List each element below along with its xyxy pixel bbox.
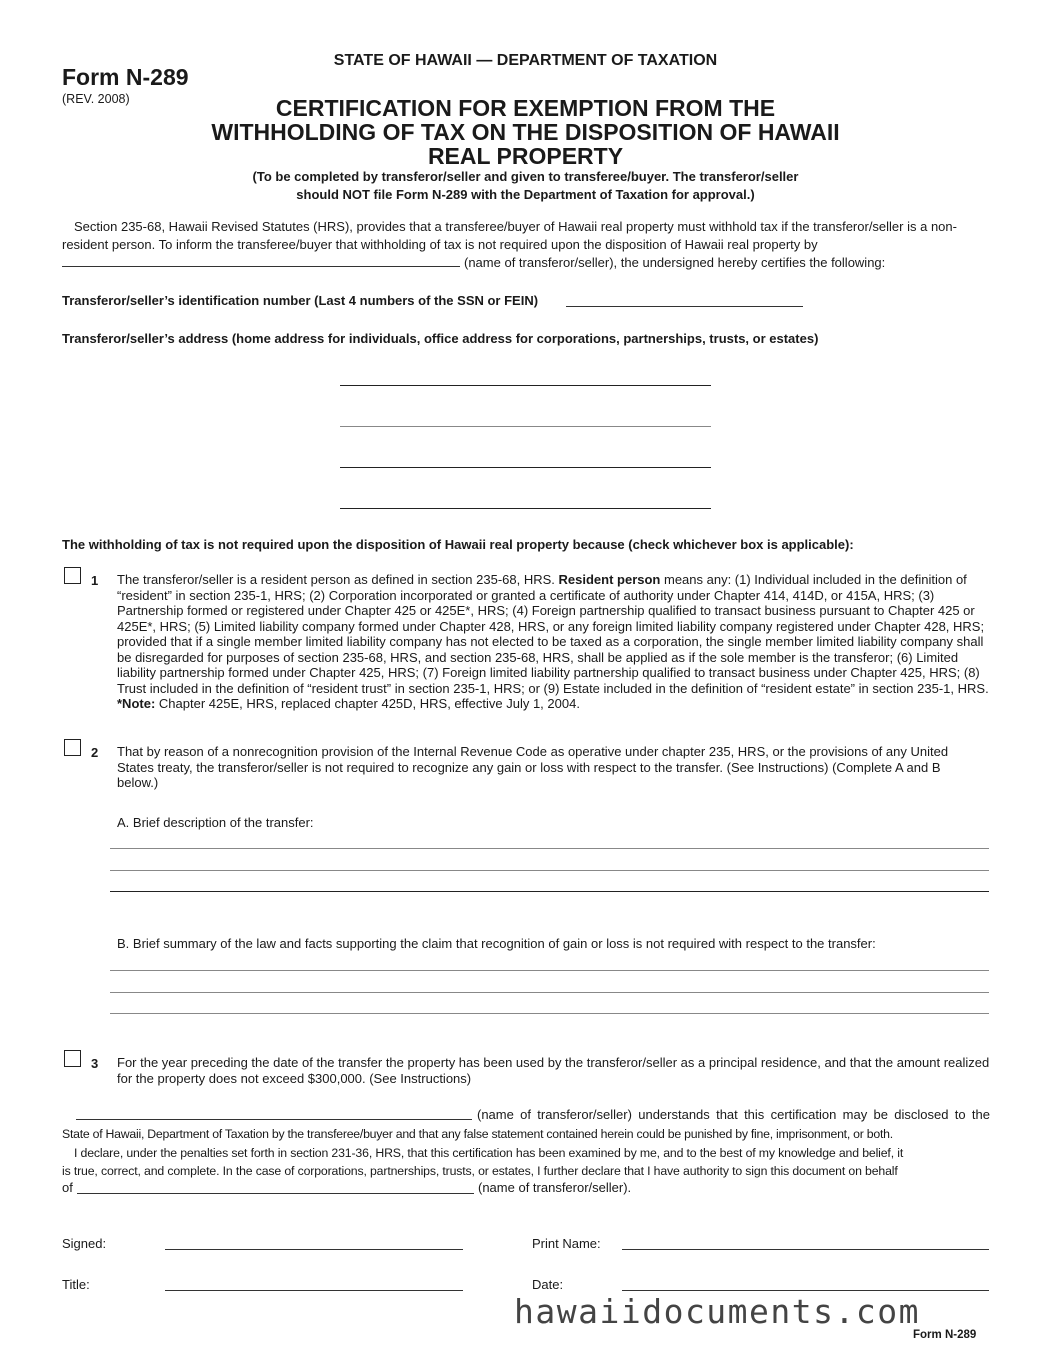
item-2b-line-3[interactable] — [110, 1013, 989, 1014]
item-1-number: 1 — [91, 573, 99, 588]
item-2a-line-1[interactable] — [110, 848, 989, 849]
form-number: Form N-289 — [62, 64, 189, 90]
item-2b-label: B. Brief summary of the law and facts supporting the claim that recognition of gain or loss is not required with respect to the transfer: — [117, 936, 876, 951]
signature-field[interactable] — [165, 1249, 463, 1250]
transferor-name-field[interactable] — [62, 266, 460, 267]
id-number-label: Transferor/seller’s identification number (Last 4 numbers of the SSN or FEIN) — [62, 293, 539, 308]
intro-line-1: Section 235-68, Hawaii Revised Statutes (HRS), provides that a transferee/buyer of Hawaii real property must withhold tax if the transferor/seller is a non- — [74, 219, 957, 234]
declaration-declare-line-2: is true, correct, and complete. In the case of corporations, partnerships, trusts, or estates, I further declare that I have authority to sign this document on behalf — [62, 1164, 898, 1178]
address-line-1[interactable] — [340, 385, 711, 386]
subtitle-line-2: should NOT file Form N-289 with the Department of Taxation for approval.) — [296, 187, 755, 202]
declaration-name-suffix: (name of transferor/seller). — [478, 1180, 632, 1195]
item-2-number: 2 — [91, 745, 99, 760]
date-field[interactable] — [622, 1290, 989, 1291]
signed-label: Signed: — [62, 1236, 107, 1251]
item-1-body: means any: (1) Individual included in the definition of “resident” in section 235-1, HRS; (2) Corporation incorporated or granted a certificate of authority under Chapter 414, 414D, or 415A, HRS; (3) Partnership formed or registered under Chapter 425 or 425E*, HRS; (4) Foreign partnership qualified to transact business pursuant to Chapter 425 or 425E*, HRS; (5) Limited liability company formed under Chapter 428, HRS, or any foreign limited liability company registered under Chapter 428, HRS; provided that if a single member limited liability company has not elected to be taxed as a corporation, the single member limited liability company shall be disregarded for purposes of section 235-68, HRS, and section 235-68, HRS, shall be applied as if the sole member is the transferor; (6) Limited liability partnership formed under Chapter 425, HRS; (7) Foreign limited liability partnership qualified to transact business under Chapter 425, HRS; (8) Trust included in the definition of “resident trust” in section 235-1, HRS; or (9) Estate included in the definition of “resident estate” in section 235-1, HRS. — [117, 572, 989, 696]
subtitle-line-1: (To be completed by transferor/seller and given to transferee/buyer. The transferor/seller — [252, 169, 799, 184]
title-line-2: WITHHOLDING OF TAX ON THE DISPOSITION OF HAWAII — [211, 119, 840, 145]
title-field[interactable] — [165, 1290, 463, 1291]
address-line-3[interactable] — [340, 467, 711, 468]
item-1-bold-term: Resident person — [558, 572, 661, 587]
declaration-understand-line-1: (name of transferor/seller) understands that this certification may be disclosed to the — [477, 1107, 990, 1122]
declaration-understand-line-2: State of Hawaii, Department of Taxation by the transferee/buyer and that any false statement contained herein could be punished by fine, imprisonment, or both. — [62, 1127, 893, 1141]
declaration-name-field-2[interactable] — [77, 1193, 474, 1194]
item-2b-line-1[interactable] — [110, 970, 989, 971]
item-1-intro: The transferor/seller is a resident person as defined in section 235-68, HRS. — [117, 572, 559, 587]
declaration-name-field-1[interactable] — [76, 1119, 472, 1120]
intro-line-2: resident person. To inform the transferee/buyer that withholding of tax is not required upon the disposition of Hawaii real property by — [62, 237, 818, 252]
date-label: Date: — [532, 1277, 564, 1292]
form-title — [0, 96, 1051, 168]
reasons-heading: The withholding of tax is not required upon the disposition of Hawaii real property because (check whichever box is applicable): — [62, 537, 854, 552]
item-3-text: For the year preceding the date of the transfer the property has been used by the transferor/seller as a principal residence, and that the amount realized for the property does not exceed $300,000. (See Instructions) — [117, 1055, 990, 1086]
form-subtitle — [0, 168, 1051, 204]
title-line-3: REAL PROPERTY — [427, 143, 624, 169]
title-line-1: CERTIFICATION FOR EXEMPTION FROM THE — [275, 95, 776, 121]
item-3-number: 3 — [91, 1056, 99, 1071]
item-2b-line-2[interactable] — [110, 992, 989, 993]
address-label: Transferor/seller’s address (home address for individuals, office address for corporations, partnerships, trusts, or estates) — [62, 331, 819, 346]
item-2-text: That by reason of a nonrecognition provision of the Internal Revenue Code as operative under chapter 235, HRS, or the provisions of any United States treaty, the transferor/seller is not required to recognize any gain or loss with respect to the transfer. (See Instructions) (Complete A and B below.) — [117, 744, 949, 790]
address-line-2[interactable] — [340, 426, 711, 427]
address-line-4[interactable] — [340, 508, 711, 509]
print-name-field[interactable] — [622, 1249, 989, 1250]
title-label: Title: — [62, 1277, 90, 1292]
item-1-note-label: *Note: — [117, 696, 156, 711]
declaration-of: of — [62, 1180, 73, 1195]
item-2-checkbox[interactable] — [64, 739, 81, 756]
item-1-text — [117, 572, 990, 712]
intro-line-3: (name of transferor/seller), the undersigned hereby certifies the following: — [464, 255, 886, 270]
form-revision: (REV. 2008) — [62, 92, 130, 106]
item-1-checkbox[interactable] — [64, 567, 81, 584]
footer-form-number: Form N-289 — [913, 1329, 977, 1341]
item-2a-line-2[interactable] — [110, 870, 989, 871]
item-3-checkbox[interactable] — [64, 1050, 81, 1067]
watermark: hawaiidocuments.com — [514, 1292, 920, 1331]
print-name-label: Print Name: — [532, 1236, 601, 1251]
department-heading: STATE OF HAWAII — DEPARTMENT OF TAXATION — [333, 52, 718, 69]
item-2a-line-3[interactable] — [110, 891, 989, 892]
item-1-note-text: Chapter 425E, HRS, replaced chapter 425D, HRS, effective July 1, 2004. — [155, 696, 580, 711]
declaration-declare-line-1: I declare, under the penalties set forth in section 231-36, HRS, that this certification has been examined by me, and to the best of my knowledge and belief, it — [74, 1146, 904, 1160]
id-number-field[interactable] — [566, 306, 803, 307]
item-2a-label: A. Brief description of the transfer: — [117, 815, 314, 830]
